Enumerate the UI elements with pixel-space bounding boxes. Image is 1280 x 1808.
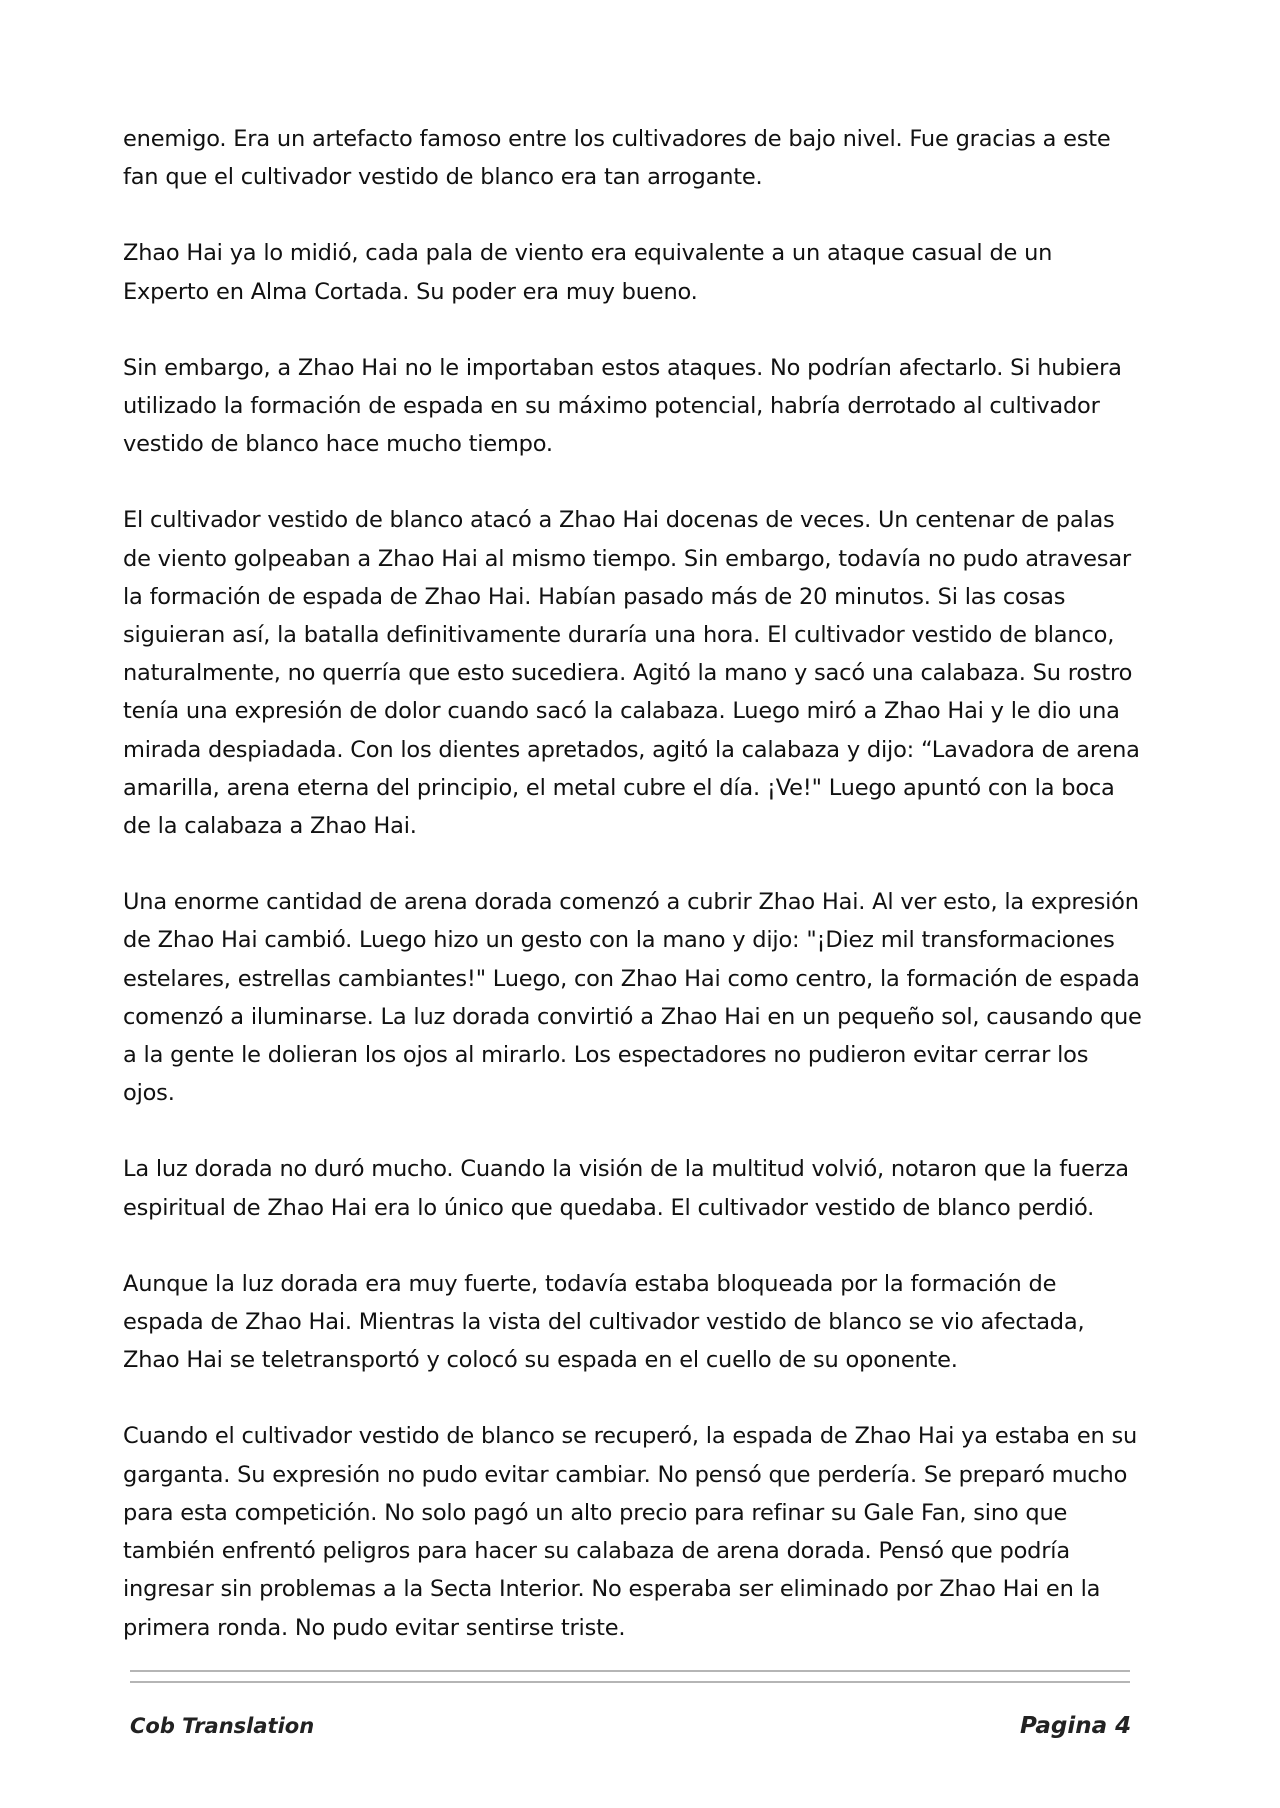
paragraph: Sin embargo, a Zhao Hai no le importaban estos ataques. No podrían afectarlo. Si hubiera utilizado la formación de espada en su máximo potencial, habría derrotado al cultivador vestido de blanco hace mucho tiempo. xyxy=(123,354,1122,458)
footer-divider-bottom xyxy=(130,1681,1130,1683)
body-text xyxy=(123,120,1143,1685)
paragraph: El cultivador vestido de blanco atacó a Zhao Hai docenas de veces. Un centenar de palas de viento golpeaban a Zhao Hai al mismo tiempo. Sin embargo, todavía no pudo atravesar la formación de espada de Zhao Hai. Habían pasado más de 20 minutos. Si las cosas siguieran así, la batalla definitivamente duraría una hora. El cultivador vestido de blanco, naturalmente, no querría que esto sucediera. Agitó la mano y sacó una calabaza. Su rostro tenía una expresión de dolor cuando sacó la calabaza. Luego miró a Zhao Hai y le dio una mirada despiadada. Con los dientes apretados, agitó la calabaza y dijo: “Lavadora de arena amarilla, arena eterna del principio, el metal cubre el día. ¡Ve!" Luego apuntó con la boca de la calabaza a Zhao Hai. xyxy=(123,507,1140,840)
footer-translator-credit: Cob Translation xyxy=(130,1714,315,1738)
paragraph: Una enorme cantidad de arena dorada comenzó a cubrir Zhao Hai. Al ver esto, la expresión de Zhao Hai cambió. Luego hizo un gesto con la mano y dijo: "¡Diez mil transformaciones estelares, estrellas cambiantes!" Luego, con Zhao Hai como centro, la formación de espada comenzó a iluminarse. La luz dorada convirtió a Zhao Hai en un pequeño sol, causando que a la gente le dolieran los ojos al mirarlo. Los espectadores no pudieron evitar cerrar los ojos. xyxy=(123,889,1142,1107)
paragraph: Aunque la luz dorada era muy fuerte, todavía estaba bloqueada por la formación de espada de Zhao Hai. Mientras la vista del cultivador vestido de blanco se vio afectada, Zhao Hai se teletransportó y colocó su espada en el cuello de su oponente. xyxy=(123,1270,1085,1374)
paragraph: Cuando el cultivador vestido de blanco se recuperó, la espada de Zhao Hai ya estaba en su garganta. Su expresión no pudo evitar cambiar. No pensó que perdería. Se preparó mucho para esta competición. No solo pagó un alto precio para refinar su Gale Fan, sino que también enfrentó peligros para hacer su calabaza de arena dorada. Pensó que podría ingresar sin problemas a la Secta Interior. No esperaba ser eliminado por Zhao Hai en la primera ronda. No pudo evitar sentirse triste. xyxy=(123,1423,1138,1641)
paragraph: enemigo. Era un artefacto famoso entre los cultivadores de bajo nivel. Fue gracias a este fan que el cultivador vestido de blanco era tan arrogante. xyxy=(123,126,1111,191)
paragraph: Zhao Hai ya lo midió, cada pala de viento era equivalente a un ataque casual de un Experto en Alma Cortada. Su poder era muy bueno. xyxy=(123,240,1053,305)
footer-divider-top xyxy=(130,1670,1130,1672)
paragraph: La luz dorada no duró mucho. Cuando la visión de la multitud volvió, notaron que la fuerza espiritual de Zhao Hai era lo único que quedaba. El cultivador vestido de blanco perdió. xyxy=(123,1156,1129,1221)
footer-page-number: Pagina 4 xyxy=(1020,1713,1132,1739)
